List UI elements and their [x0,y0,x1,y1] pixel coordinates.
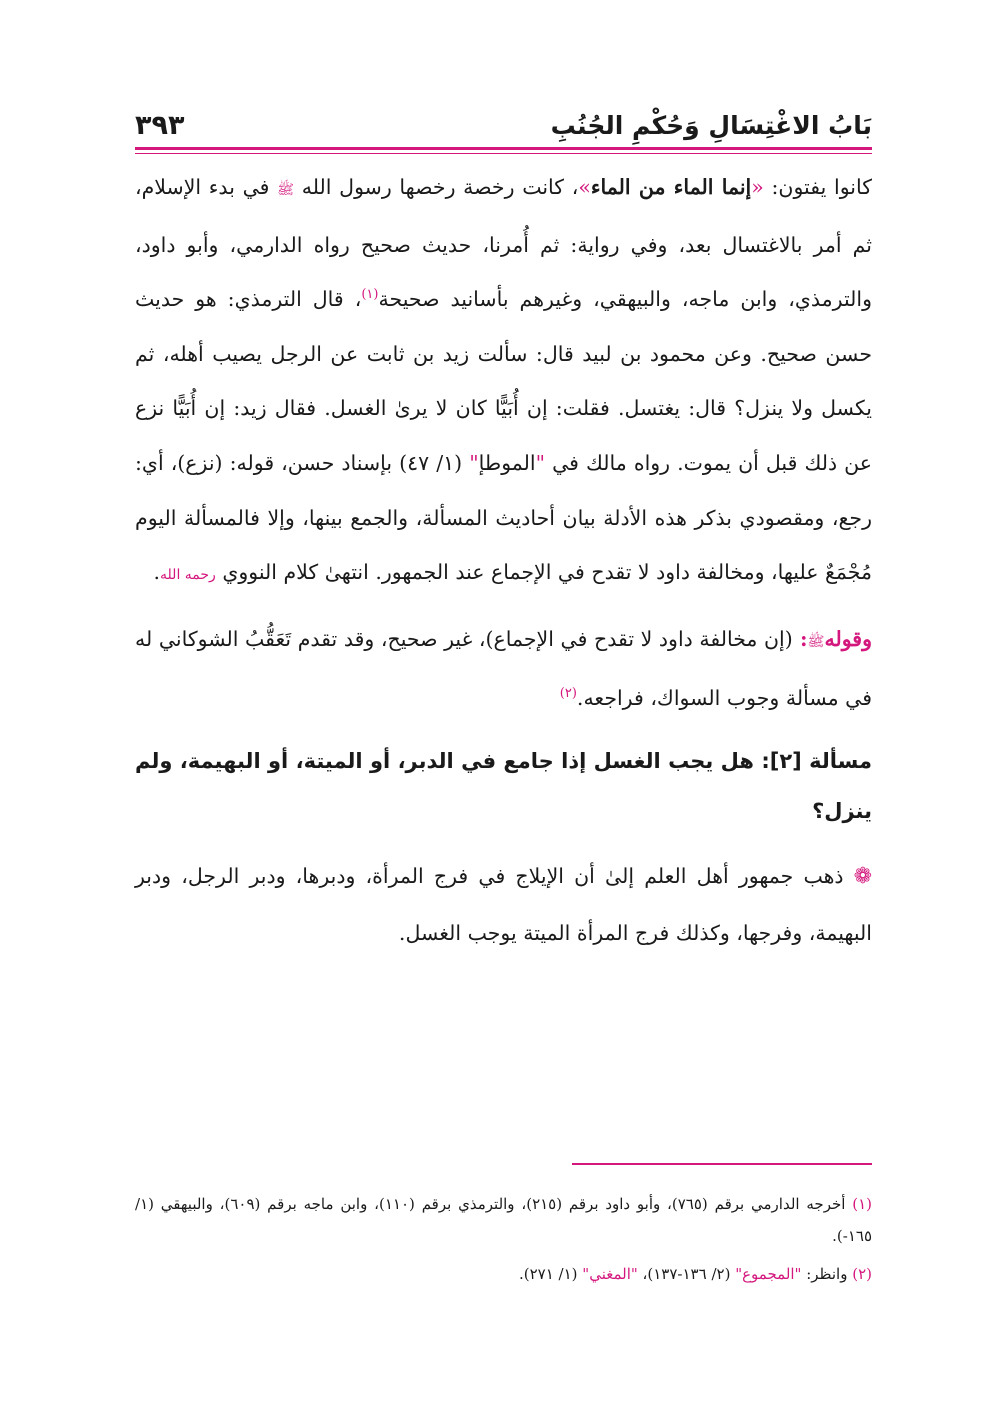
page-header [135,108,872,148]
text-run: في بدء الإسلام، ثم أمر بالاغتسال بعد، وفي رواية: ثم أُمرنا، حديث صحيح رواه الدارمي، وأبو داود، والترمذي، وابن ماجه، والبيهقي، وغيرهم بأسانيد صحيحة [135,175,872,312]
text-run: (إن مخالفة داود لا تقدح في الإجماع)، غير صحيح، وقد تقدم تَعَقُّبُ الشوكاني له في مسألة وجوب السواك، فراجعه. [135,626,872,710]
footnote-2 [135,1258,872,1290]
footnote-1 [135,1188,872,1252]
text-run: (١/ ٤٧) بإسناد حسن، قوله: (نزع)، أي: رجع، ومقصودي بذكر هذه الأدلة بيان أحاديث المسألة، والجمع بينها، وإلا فالمسألة اليوم مُجْمَعٌ عليها، ومخالفة داود لا تقدح في الإجماع عند الجمهور. انتهىٰ كلام النووي [135,450,872,585]
issue-question: هل يجب الغسل إذا جامع في الدبر، أو الميتة، أو البهيمة، ولم ينزل؟ [135,748,872,823]
paragraph-1 [135,160,872,603]
source-title: "المغني" [582,1265,638,1283]
text-run: ، كانت رخصة رخصها رسول الله [294,175,579,199]
footnote-text: وانظر: [801,1265,853,1283]
main-text [135,160,872,961]
footnote-text: (١/ ٢٧١). [518,1265,583,1283]
paragraph-3 [135,848,872,961]
footnote-text: أخرجه الدارمي برقم (٧٦٥)، وأبو داود برقم (٢١٥)، والترمذي برقم (١١٠)، وابن ماجه برقم (٦٠٩)، والبيهقي (١/ ١٦٥-). [135,1195,872,1245]
footnote-number: (١) [852,1195,873,1213]
footnote-text: (٢/ ١٣٦-١٣٧)، [637,1265,736,1283]
quote-mark: " [469,450,479,475]
label-colon: : [792,626,808,651]
text-run: ، قال الترمذي: هو حديث حسن صحيح. وعن محمود بن لبيد قال: سألت زيد بن ثابت عن الرجل يصيب أهله، ثم يكسل ولا ينزل؟ قال: يغتسل. فقلت: إن أُبَيًّا كان لا يرىٰ الغسل. فقال زيد: إن أُبَيًّا نزع عن ذلك قبل أن يموت. رواه مالك في [135,287,873,475]
honorific-symbol: رحمه الله [160,567,216,584]
paragraph-2 [135,611,872,726]
text-run: ذهب جمهور أهل العلم إلىٰ أن الإيلاج في فرج المرأة، ودبرها، ودبر الرجل، ودبر البهيمة، وفرجها، وكذلك فرج المرأة الميتة يوجب الغسل. [135,863,872,945]
footnote-ref-2[interactable]: (٢) [559,685,577,701]
quote-mark: » [578,175,591,199]
quote-mark: " [535,450,546,475]
quote-mark: « [751,175,764,199]
source-title: الموطإ [478,450,536,475]
hadith-quote: إنما الماء من الماء [590,175,752,199]
flower-icon: ❁ [853,863,872,889]
statement-label: وقوله [824,626,872,651]
footnote-divider [572,1163,872,1165]
footnote-number: (٢) [852,1265,872,1283]
issue-heading [135,736,872,836]
header-rule-thick [135,147,872,150]
honorific-symbol: ﷺ [807,633,825,650]
source-title: "المجموع" [735,1265,802,1283]
header-rule-thin [135,153,872,154]
issue-label: مسألة [٢]: [761,748,872,773]
honorific-symbol: ﷺ [277,182,295,198]
footnote-ref-1[interactable]: (١) [361,287,379,303]
text-run: كانوا يفتون: [763,175,872,199]
page-number: ٣٩٣ [135,110,185,141]
chapter-title: بَابُ الاغْتِسَالِ وَحُكْمِ الجُنُبِ [550,111,872,140]
footnotes [135,1188,872,1296]
text-run: . [153,560,161,585]
